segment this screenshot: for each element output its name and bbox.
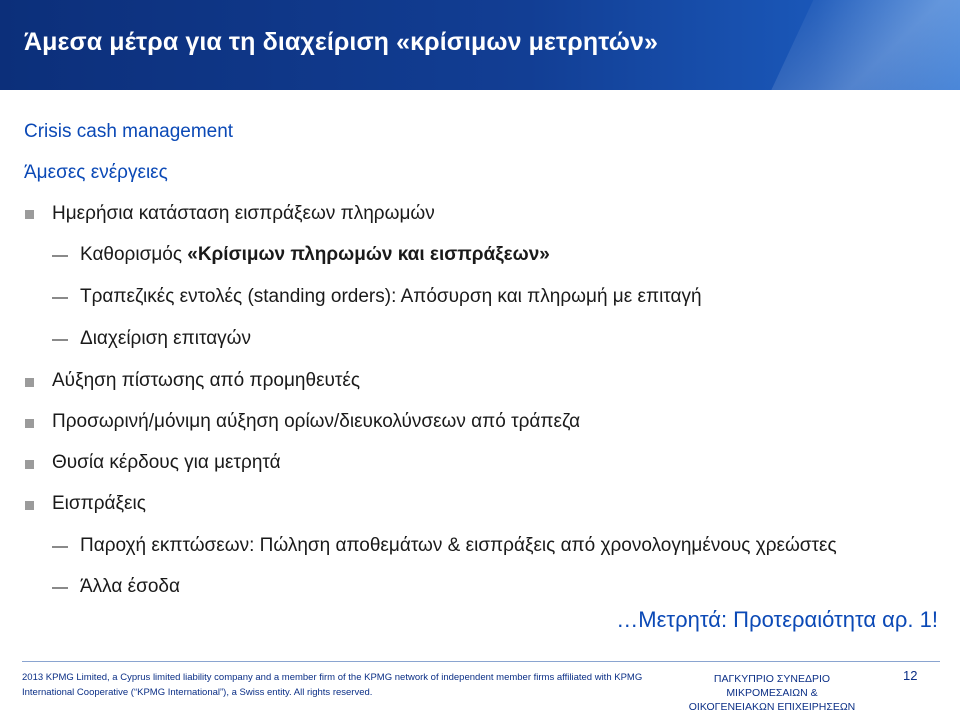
footer-org-line2: ΟΙΚΟΓΕΝΕΙΑΚΩΝ ΕΠΙΧΕΙΡΗΣΕΩΝ xyxy=(688,701,856,713)
square-bullet-icon xyxy=(25,460,34,469)
list-item: Αύξηση πίστωσης από προμηθευτές xyxy=(52,370,361,391)
list-item: Άλλα έσοδα xyxy=(80,576,180,597)
footer-legal-line2: International Cooperative (“KPMG International”), a Swiss entity. All rights reserved. xyxy=(22,687,373,698)
list-item: Διαχείριση επιταγών xyxy=(80,328,252,349)
footer-org-line1: ΠΑΓΚΥΠΡΙΟ ΣΥΝΕΔΡΙΟ ΜΙΚΡΟΜΕΣΑΙΩΝ & xyxy=(713,673,831,699)
list-item: Προσωρινή/μόνιμη αύξηση ορίων/διευκολύνσεων από τράπεζα xyxy=(52,411,581,432)
square-bullet-icon xyxy=(25,419,34,428)
subtitle-crisis-cash: Crisis cash management xyxy=(24,121,234,142)
subtitle-immediate-actions: Άμεσες ενέργειες xyxy=(24,162,168,183)
slide-header xyxy=(0,0,960,90)
footer-legal xyxy=(22,670,642,700)
footer-organization xyxy=(672,672,872,714)
dash-bullet-icon xyxy=(52,587,68,589)
footer-divider xyxy=(22,661,940,662)
list-item-bold: «Κρίσιμων πληρωμών και εισπράξεων» xyxy=(187,244,550,265)
list-item: Παροχή εκπτώσεων: Πώληση αποθεμάτων & εισπράξεις από χρονολογημένους χρεώστες xyxy=(80,535,837,556)
header-highlight xyxy=(739,0,960,90)
page-number: 12 xyxy=(903,668,918,683)
square-bullet-icon xyxy=(25,378,34,387)
square-bullet-icon xyxy=(25,501,34,510)
list-item xyxy=(80,244,550,266)
list-item-prefix: Καθορισμός xyxy=(80,244,188,265)
footer-legal-line1: 2013 KPMG Limited, a Cyprus limited liability company and a member firm of the KPMG network of independent member firms affiliated with KPMG xyxy=(22,672,643,683)
priority-callout: …Μετρητά: Προτεραιότητα αρ. 1! xyxy=(616,607,938,632)
list-item: Τραπεζικές εντολές (standing orders): Απόσυρση και πληρωμή με επιταγή xyxy=(80,286,702,307)
list-item: Εισπράξεις xyxy=(52,493,146,514)
slide-title: Άμεσα μέτρα για τη διαχείριση «κρίσιμων μετρητών» xyxy=(24,28,659,56)
dash-bullet-icon xyxy=(52,546,68,548)
list-item: Θυσία κέρδους για μετρητά xyxy=(52,452,281,473)
square-bullet-icon xyxy=(25,210,34,219)
dash-bullet-icon xyxy=(52,339,68,341)
dash-bullet-icon xyxy=(52,297,68,299)
dash-bullet-icon xyxy=(52,255,68,257)
list-item: Ημερήσια κατάσταση εισπράξεων πληρωμών xyxy=(52,203,435,224)
